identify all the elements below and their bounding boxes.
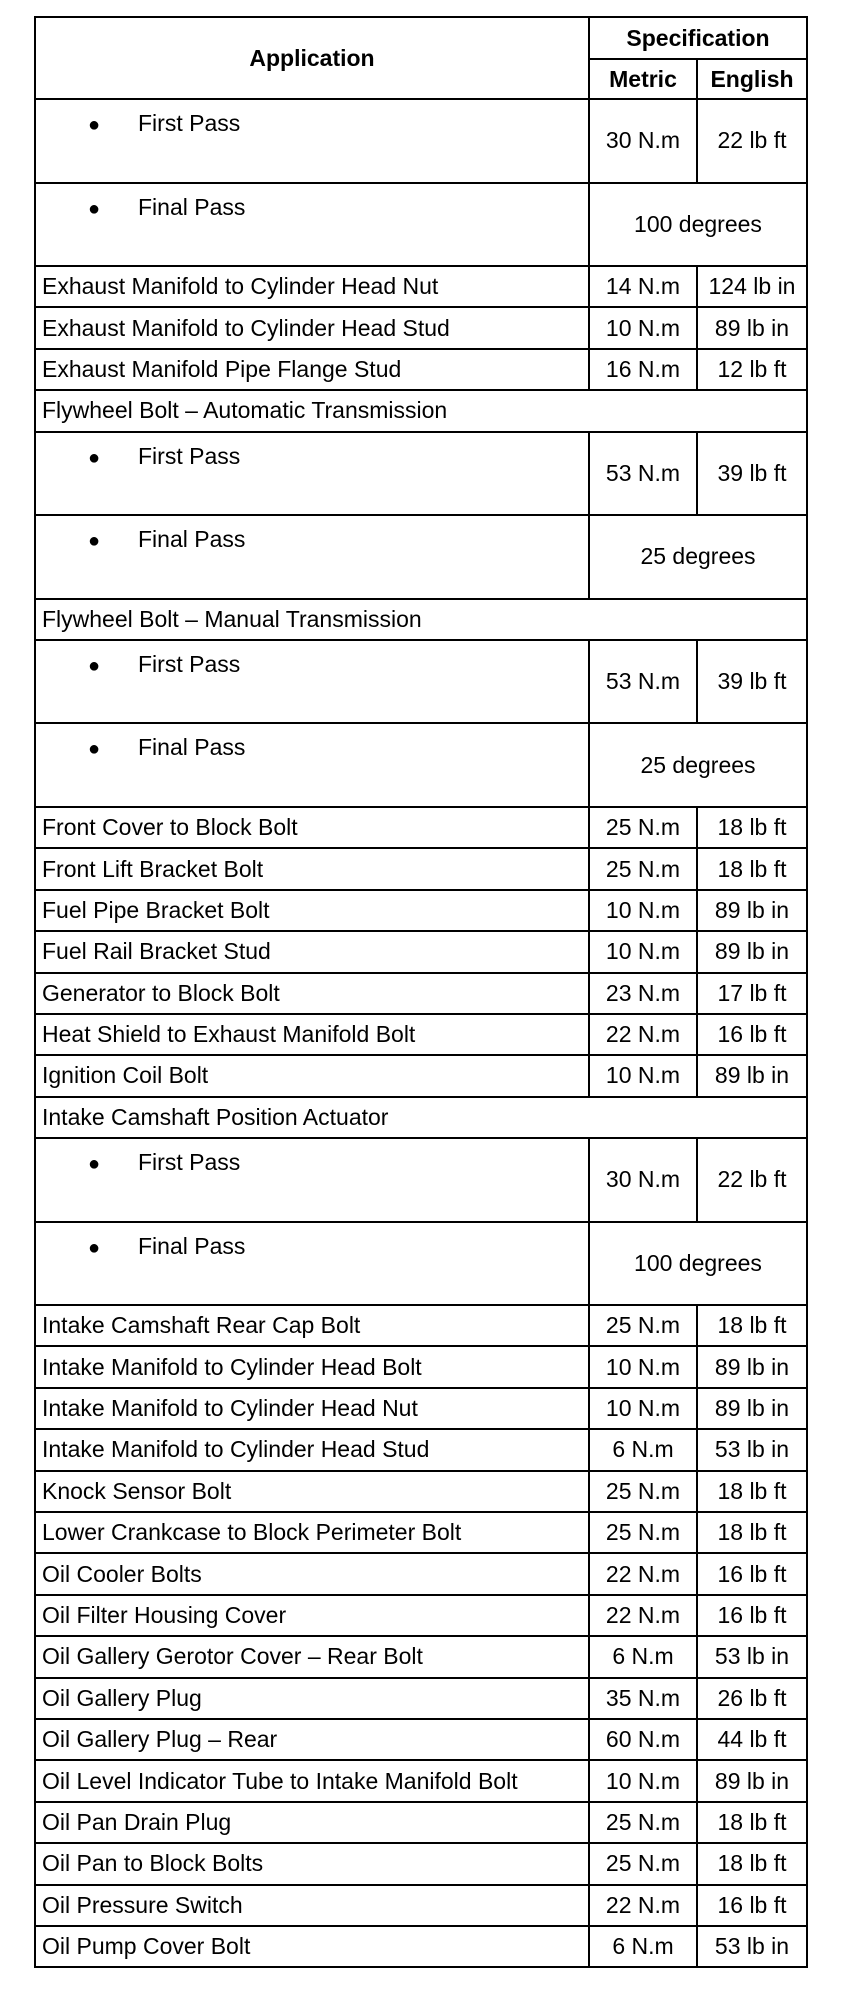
english-cell: 12 lb ft (697, 349, 807, 390)
step-label: First Pass (138, 650, 241, 677)
english-cell: 16 lb ft (697, 1595, 807, 1636)
application-cell: Oil Gallery Gerotor Cover – Rear Bolt (35, 1636, 589, 1677)
table-row (35, 349, 807, 390)
metric-cell: 35 N.m (589, 1678, 697, 1719)
header-metric: Metric (589, 59, 697, 99)
table-row (35, 890, 807, 931)
metric-cell: 23 N.m (589, 973, 697, 1014)
table-row (35, 1097, 807, 1138)
application-cell: Oil Gallery Plug (35, 1678, 589, 1719)
step-cell (35, 1138, 589, 1222)
table-row (35, 1138, 807, 1222)
metric-cell: 14 N.m (589, 266, 697, 307)
step-label: First Pass (138, 442, 241, 469)
application-cell: Oil Pan to Block Bolts (35, 1843, 589, 1884)
english-cell: 53 lb in (697, 1926, 807, 1967)
application-cell: Oil Pump Cover Bolt (35, 1926, 589, 1967)
application-cell: Intake Manifold to Cylinder Head Stud (35, 1429, 589, 1470)
table-header (35, 17, 807, 99)
table-row (35, 1885, 807, 1926)
table-row (35, 390, 807, 431)
metric-cell: 6 N.m (589, 1429, 697, 1470)
bullet-icon: ● (88, 446, 101, 469)
application-cell: Front Lift Bracket Bolt (35, 848, 589, 889)
table-row (35, 1346, 807, 1387)
english-cell: 22 lb ft (697, 1138, 807, 1222)
table-row (35, 723, 807, 807)
angle-spec-cell: 100 degrees (589, 1222, 807, 1306)
english-cell: 18 lb ft (697, 1843, 807, 1884)
application-cell: Oil Cooler Bolts (35, 1553, 589, 1594)
metric-cell: 53 N.m (589, 640, 697, 724)
bullet-icon: ● (88, 738, 101, 761)
application-cell: Exhaust Manifold Pipe Flange Stud (35, 349, 589, 390)
metric-cell: 10 N.m (589, 931, 697, 972)
english-cell: 39 lb ft (697, 432, 807, 516)
step-cell (35, 432, 589, 516)
application-cell: Oil Pan Drain Plug (35, 1802, 589, 1843)
application-cell: Knock Sensor Bolt (35, 1471, 589, 1512)
metric-cell: 25 N.m (589, 1512, 697, 1553)
english-cell: 39 lb ft (697, 640, 807, 724)
header-application: Application (35, 17, 589, 99)
table-row (35, 1553, 807, 1594)
header-english: English (697, 59, 807, 99)
application-cell: Oil Gallery Plug – Rear (35, 1719, 589, 1760)
bullet-icon: ● (88, 114, 101, 136)
angle-spec-cell: 25 degrees (589, 723, 807, 807)
table-row (35, 1636, 807, 1677)
english-cell: 16 lb ft (697, 1885, 807, 1926)
table-row (35, 1471, 807, 1512)
metric-cell: 25 N.m (589, 1305, 697, 1346)
table-row (35, 1760, 807, 1801)
table-row (35, 99, 807, 183)
english-cell: 16 lb ft (697, 1553, 807, 1594)
application-cell: Oil Level Indicator Tube to Intake Manifold Bolt (35, 1760, 589, 1801)
metric-cell: 60 N.m (589, 1719, 697, 1760)
english-cell: 16 lb ft (697, 1014, 807, 1055)
metric-cell: 25 N.m (589, 848, 697, 889)
english-cell: 89 lb in (697, 931, 807, 972)
english-cell: 17 lb ft (697, 973, 807, 1014)
english-cell: 18 lb ft (697, 807, 807, 848)
application-cell: Oil Filter Housing Cover (35, 1595, 589, 1636)
metric-cell: 30 N.m (589, 1138, 697, 1222)
table-row (35, 266, 807, 307)
table-row (35, 1843, 807, 1884)
metric-cell: 22 N.m (589, 1553, 697, 1594)
table-row (35, 1595, 807, 1636)
step-label: Final Pass (138, 1232, 246, 1259)
application-cell: Exhaust Manifold to Cylinder Head Stud (35, 307, 589, 348)
table-row (35, 1512, 807, 1553)
table-row (35, 1429, 807, 1470)
metric-cell: 6 N.m (589, 1636, 697, 1677)
metric-cell: 10 N.m (589, 307, 697, 348)
header-specification: Specification (589, 17, 807, 59)
english-cell: 89 lb in (697, 307, 807, 348)
english-cell: 89 lb in (697, 1055, 807, 1096)
english-cell: 53 lb in (697, 1636, 807, 1677)
table-row (35, 973, 807, 1014)
english-cell: 18 lb ft (697, 848, 807, 889)
step-cell (35, 1222, 589, 1306)
english-cell: 26 lb ft (697, 1678, 807, 1719)
english-cell: 89 lb in (697, 890, 807, 931)
application-cell: Intake Manifold to Cylinder Head Nut (35, 1388, 589, 1429)
table-row (35, 1305, 807, 1346)
english-cell: 18 lb ft (697, 1471, 807, 1512)
angle-spec-cell: 100 degrees (589, 183, 807, 267)
application-cell: Exhaust Manifold to Cylinder Head Nut (35, 266, 589, 307)
application-cell: Lower Crankcase to Block Perimeter Bolt (35, 1512, 589, 1553)
metric-cell: 25 N.m (589, 1802, 697, 1843)
step-label: Final Pass (138, 193, 246, 220)
english-cell: 44 lb ft (697, 1719, 807, 1760)
metric-cell: 16 N.m (589, 349, 697, 390)
step-cell (35, 515, 589, 599)
table-row (35, 515, 807, 599)
table-row (35, 807, 807, 848)
table-row (35, 1222, 807, 1306)
application-cell: Ignition Coil Bolt (35, 1055, 589, 1096)
english-cell: 18 lb ft (697, 1512, 807, 1553)
bullet-icon: ● (88, 1153, 101, 1176)
table-row (35, 183, 807, 267)
english-cell: 89 lb in (697, 1388, 807, 1429)
group-heading-cell: Flywheel Bolt – Manual Transmission (35, 599, 807, 640)
table-row (35, 931, 807, 972)
english-cell: 53 lb in (697, 1429, 807, 1470)
application-cell: Fuel Pipe Bracket Bolt (35, 890, 589, 931)
metric-cell: 25 N.m (589, 807, 697, 848)
metric-cell: 53 N.m (589, 432, 697, 516)
metric-cell: 10 N.m (589, 1055, 697, 1096)
table-row (35, 848, 807, 889)
application-cell: Front Cover to Block Bolt (35, 807, 589, 848)
application-cell: Heat Shield to Exhaust Manifold Bolt (35, 1014, 589, 1055)
application-cell: Generator to Block Bolt (35, 973, 589, 1014)
english-cell: 18 lb ft (697, 1305, 807, 1346)
table-body (35, 99, 807, 1967)
english-cell: 89 lb in (697, 1346, 807, 1387)
bullet-icon: ● (88, 1236, 101, 1259)
table-row (35, 307, 807, 348)
metric-cell: 10 N.m (589, 1346, 697, 1387)
application-cell: Intake Camshaft Rear Cap Bolt (35, 1305, 589, 1346)
table-row (35, 1014, 807, 1055)
torque-spec-table (34, 16, 808, 1968)
step-cell (35, 99, 589, 183)
metric-cell: 30 N.m (589, 99, 697, 183)
step-cell (35, 640, 589, 724)
application-cell: Oil Pressure Switch (35, 1885, 589, 1926)
metric-cell: 6 N.m (589, 1926, 697, 1967)
metric-cell: 10 N.m (589, 1760, 697, 1801)
metric-cell: 25 N.m (589, 1843, 697, 1884)
table-row (35, 599, 807, 640)
bullet-icon: ● (88, 197, 101, 220)
step-label: First Pass (138, 110, 241, 136)
metric-cell: 10 N.m (589, 890, 697, 931)
table-row (35, 432, 807, 516)
step-label: Final Pass (138, 526, 246, 553)
application-cell: Intake Manifold to Cylinder Head Bolt (35, 1346, 589, 1387)
angle-spec-cell: 25 degrees (589, 515, 807, 599)
metric-cell: 22 N.m (589, 1014, 697, 1055)
step-cell (35, 183, 589, 267)
english-cell: 89 lb in (697, 1760, 807, 1801)
bullet-icon: ● (88, 530, 101, 553)
metric-cell: 10 N.m (589, 1388, 697, 1429)
table-row (35, 640, 807, 724)
metric-cell: 25 N.m (589, 1471, 697, 1512)
bullet-icon: ● (88, 654, 101, 677)
application-cell: Fuel Rail Bracket Stud (35, 931, 589, 972)
table-row (35, 1719, 807, 1760)
metric-cell: 22 N.m (589, 1885, 697, 1926)
step-label: First Pass (138, 1149, 241, 1176)
english-cell: 18 lb ft (697, 1802, 807, 1843)
metric-cell: 22 N.m (589, 1595, 697, 1636)
table-row (35, 1678, 807, 1719)
group-heading-cell: Flywheel Bolt – Automatic Transmission (35, 390, 807, 431)
group-heading-cell: Intake Camshaft Position Actuator (35, 1097, 807, 1138)
step-cell (35, 723, 589, 807)
table-row (35, 1388, 807, 1429)
step-label: Final Pass (138, 734, 246, 761)
table-row (35, 1802, 807, 1843)
table-row (35, 1055, 807, 1096)
english-cell: 22 lb ft (697, 99, 807, 183)
table-row (35, 1926, 807, 1967)
english-cell: 124 lb in (697, 266, 807, 307)
